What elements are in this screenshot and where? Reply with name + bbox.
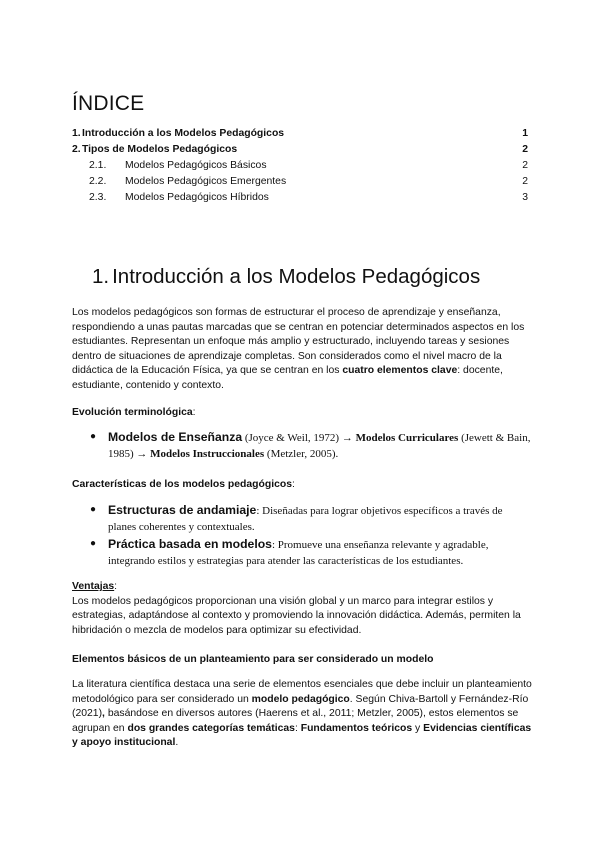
toc-entry-label: Tipos de Modelos Pedagógicos bbox=[82, 144, 238, 155]
bullet-icon: ● bbox=[90, 504, 97, 515]
evolution-list bbox=[72, 430, 532, 464]
citation: (Metzler, 2005). bbox=[264, 447, 339, 460]
elements-paragraph bbox=[72, 678, 532, 751]
toc-entry-page: 3 bbox=[522, 192, 528, 203]
term-instructional-models: Modelos Instruccionales bbox=[150, 447, 265, 460]
elements-heading-text: Elementos básicos de un planteamiento para ser considerado un modelo bbox=[72, 654, 434, 665]
evolution-heading bbox=[72, 406, 532, 421]
citation: (Jewett & Bain, 1985) → bbox=[108, 432, 531, 460]
intro-paragraph bbox=[72, 306, 532, 394]
toc-entry[interactable] bbox=[72, 174, 528, 190]
toc-entry[interactable] bbox=[72, 158, 528, 174]
characteristics-heading bbox=[72, 478, 532, 493]
list-item bbox=[72, 430, 532, 462]
bullet-icon: ● bbox=[90, 431, 97, 442]
toc-title: ÍNDICE bbox=[72, 92, 145, 115]
table-of-contents bbox=[72, 126, 528, 206]
elements-heading bbox=[72, 653, 532, 668]
toc-entry-label: Modelos Pedagógicos Básicos bbox=[125, 160, 267, 171]
toc-entry-label: Introducción a los Modelos Pedagógicos bbox=[82, 128, 285, 139]
intro-text-end: : docente, estudiante, contenido y contexto. bbox=[72, 365, 503, 391]
advantages-block bbox=[72, 580, 532, 638]
toc-entry[interactable]: 1. Introducción a los Modelos Pedagógicos 1 bbox=[72, 126, 528, 142]
list-item-text: : Diseñadas para lograr objetivos específicos a través de planes coherentes y contextuales. bbox=[108, 505, 503, 533]
elements-evidence-term: Evidencias científicas y apoyo institucional bbox=[72, 722, 532, 749]
elements-text: y bbox=[412, 722, 424, 734]
term-teaching-models: Modelos de Enseñanza bbox=[108, 430, 243, 444]
elements-text-end: . bbox=[175, 737, 179, 749]
term-curricular-models: Modelos Curriculares bbox=[355, 432, 459, 444]
list-item bbox=[72, 503, 532, 535]
intro-key-elements: cuatro elementos clave bbox=[342, 365, 458, 377]
advantages-text: Los modelos pedagógicos proporcionan una visión global y un marco para integrar estilos y estrategias, adaptándose al contexto y promoviendo la innovación didáctica. Además, permiten la hibridación o mezcla de modelos para optimizar su efectividad. bbox=[72, 595, 521, 636]
elements-categories-term: dos grandes categorías temáticas bbox=[127, 722, 295, 734]
section-number: 1. bbox=[92, 265, 110, 288]
elements-comma: , bbox=[102, 708, 105, 720]
list-item bbox=[72, 537, 532, 569]
toc-entry-page: 2 bbox=[522, 144, 528, 155]
toc-entry-label: Modelos Pedagógicos Híbridos bbox=[125, 192, 269, 203]
characteristics-heading-colon: : bbox=[292, 479, 295, 490]
toc-entry-number: 2.1. bbox=[89, 160, 107, 171]
list-item-text: : Promueve una enseñanza relevante y agradable, integrando estilos y estrategias para atender las características de los estudiantes. bbox=[108, 539, 489, 567]
evolution-heading-colon: : bbox=[192, 407, 196, 418]
toc-entry[interactable]: 2. Tipos de Modelos Pedagógicos 2 bbox=[72, 142, 528, 158]
characteristics-list bbox=[72, 503, 532, 571]
intro-text: Los modelos pedagógicos son formas de estructurar el proceso de aprendizaje y enseñanza, respondiendo a unas pautas marcadas que se centran en potenciar determinados aspectos en los estudiantes. Representan un enfoque más amplio y estructurado, incluyendo tareas y sesiones dentro de situaciones de aprendizaje completas. Son considerados como el nivel macro de la didáctica de la Educación Física, ya que se centran en los bbox=[72, 307, 525, 377]
section-title: Introducción a los Modelos Pedagógicos bbox=[112, 265, 481, 288]
advantages-heading-colon: : bbox=[114, 581, 118, 592]
advantages-heading: Ventajas bbox=[72, 581, 115, 592]
toc-entry-page: 2 bbox=[522, 160, 528, 171]
citation: (Joyce & Weil, 1972) → bbox=[242, 432, 356, 444]
evolution-heading-text: Evolución terminológica bbox=[72, 407, 193, 418]
toc-entry-page: 1 bbox=[522, 128, 528, 139]
toc-entry[interactable] bbox=[72, 190, 528, 206]
toc-entry-number: 2.3. bbox=[89, 192, 107, 203]
bullet-icon: ● bbox=[90, 538, 97, 550]
elements-model-term: modelo pedagógico bbox=[251, 693, 350, 705]
elements-theory-term: Fundamentos teóricos bbox=[300, 722, 413, 734]
elements-text: basándose en diversos autores (Haerens et al., 2011; Metzler, 2005), estos elementos se agrupan en bbox=[72, 708, 519, 734]
toc-entry-label: Modelos Pedagógicos Emergentes bbox=[125, 176, 287, 187]
list-item-lead: Estructuras de andamiaje bbox=[108, 503, 257, 517]
elements-text: : bbox=[294, 722, 301, 734]
elements-text: La literatura científica destaca una serie de elementos esenciales que debe incluir un planteamiento metodológico para ser considerado un bbox=[72, 679, 532, 705]
section-heading bbox=[92, 265, 480, 289]
list-item-lead: Práctica basada en modelos bbox=[108, 537, 272, 552]
toc-entry-number: 2.2. bbox=[89, 176, 107, 187]
toc-entry-page: 2 bbox=[522, 176, 528, 187]
elements-text: . Según Chiva-Bartoll y Fernández-Río (2021) bbox=[72, 693, 529, 720]
characteristics-heading-text: Características de los modelos pedagógicos bbox=[72, 479, 293, 490]
